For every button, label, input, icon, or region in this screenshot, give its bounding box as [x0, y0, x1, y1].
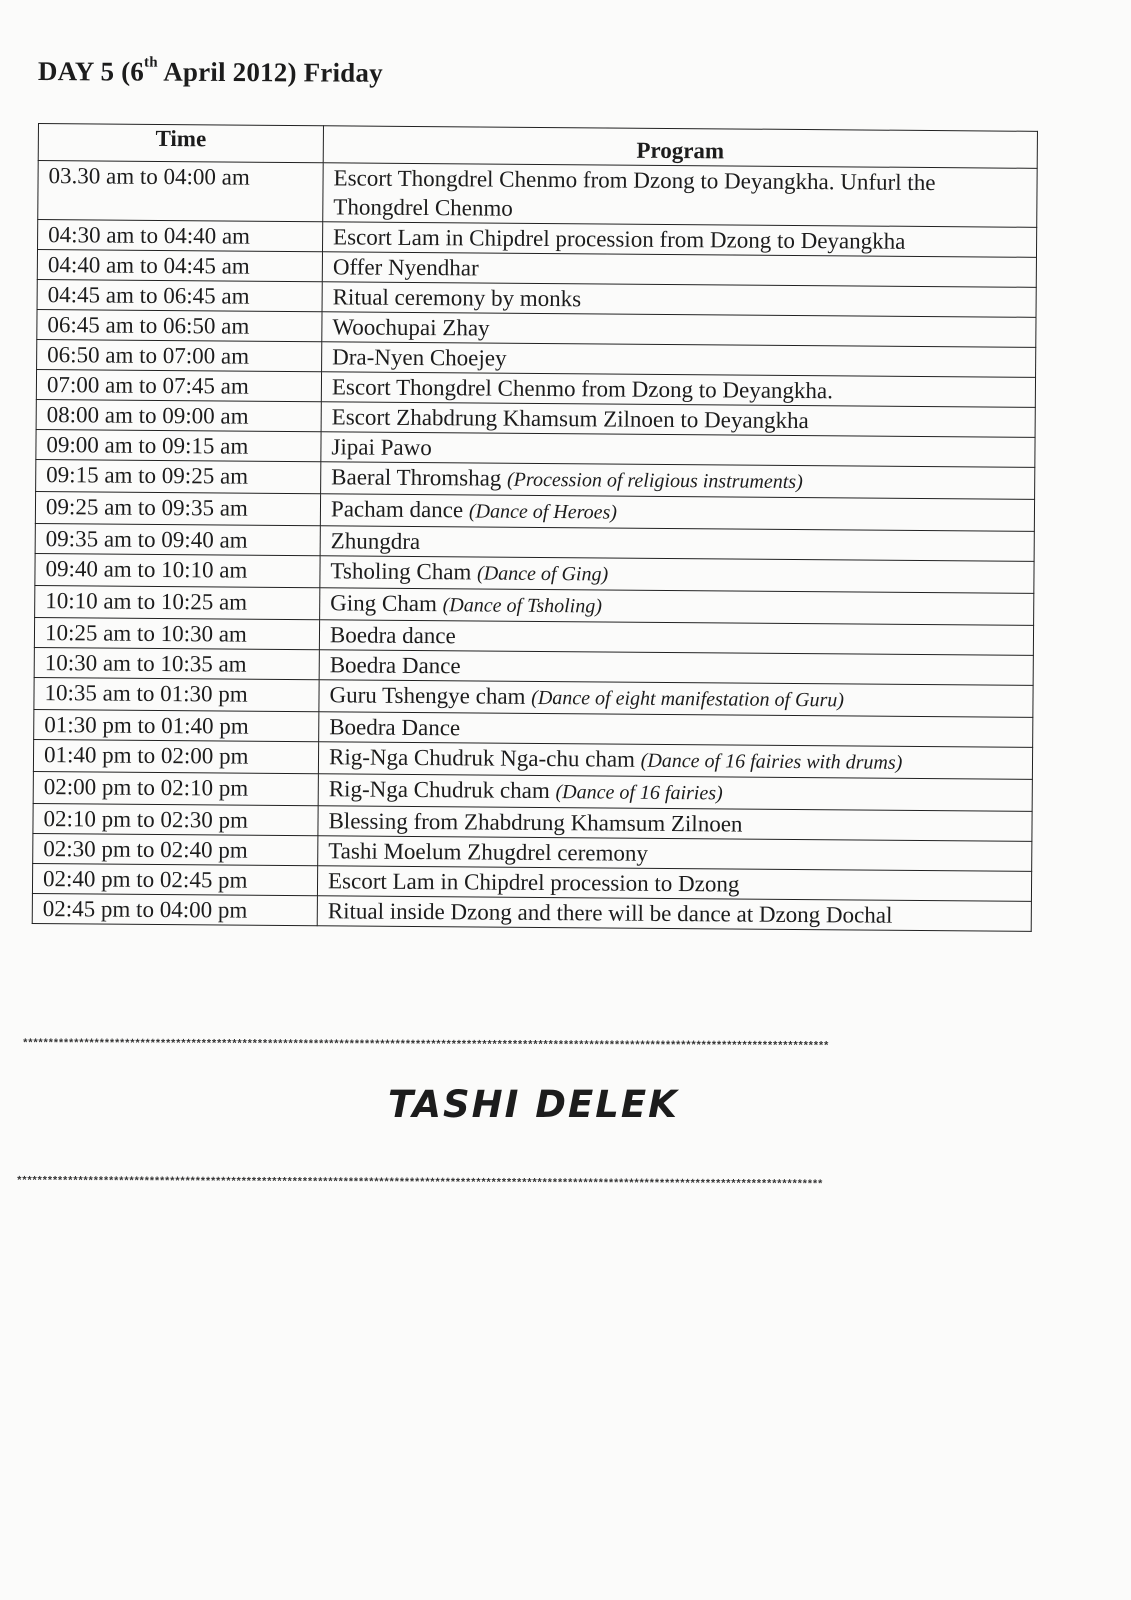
time-cell: 08:00 am to 09:00 am [36, 399, 321, 431]
program-text: Escort Thongdrel Chenmo from Dzong to Deyangkha. [331, 374, 834, 404]
program-cell [319, 712, 1033, 748]
program-cell [318, 836, 1032, 872]
program-description: (Dance of 16 fairies with drums) [640, 749, 903, 774]
program-text: Ging Cham [330, 590, 438, 617]
separator-bottom: ************************************************************************************************************************************************************** [15, 1175, 823, 1192]
program-cell [322, 252, 1036, 288]
time-cell: 04:45 am to 06:45 am [37, 279, 322, 311]
program-cell [320, 556, 1034, 594]
program-text: Escort Lam in Chipdrel procession from Dzong to Deyangkha [333, 224, 906, 254]
program-column-header: Program [323, 126, 1037, 169]
program-cell [320, 588, 1034, 626]
heading-prefix: DAY 5 (6 [37, 56, 145, 87]
heading-superscript: th [144, 54, 158, 71]
program-cell [318, 806, 1032, 842]
program-text: Boedra Dance [329, 652, 461, 679]
program-text: Ritual ceremony by monks [332, 284, 582, 312]
time-cell: 02:00 pm to 02:10 pm [33, 771, 318, 805]
program-text: Escort Thongdrel Chenmo from Dzong to Deyangkha. Unfurl the Thongdrel Chenmo [333, 165, 936, 221]
program-cell [317, 896, 1031, 932]
time-cell: 09:35 am to 09:40 am [35, 523, 320, 555]
closing-greeting: TASHI DELEK [388, 1083, 679, 1126]
time-cell: 02:30 pm to 02:40 pm [33, 833, 318, 865]
time-cell: 04:40 am to 04:45 am [37, 250, 322, 282]
program-cell [318, 742, 1032, 780]
program-cell [320, 494, 1034, 532]
program-text: Dra-Nyen Choejey [332, 344, 507, 371]
program-text: Escort Lam in Chipdrel procession to Dzong [327, 868, 740, 897]
program-cell [322, 222, 1036, 258]
program-text: Rig-Nga Chudruk cham [328, 776, 550, 804]
program-description: (Dance of eight manifestation of Guru) [531, 686, 845, 712]
time-cell: 09:40 am to 10:10 am [35, 553, 320, 587]
program-text: Baeral Thromshag [331, 464, 502, 491]
program-cell [323, 163, 1037, 228]
program-text: Blessing from Zhabdrung Khamsum Zilnoen [328, 808, 743, 837]
time-cell: 07:00 am to 07:45 am [36, 369, 321, 401]
time-cell: 02:10 pm to 02:30 pm [33, 803, 318, 835]
time-cell: 02:45 pm to 04:00 pm [32, 893, 317, 925]
program-text: Jipai Pawo [331, 434, 432, 461]
program-cell [321, 372, 1035, 408]
schedule-body [32, 161, 1037, 932]
program-cell [319, 620, 1033, 656]
time-cell: 09:25 am to 09:35 am [35, 491, 320, 525]
program-text: Escort Zhabdrung Khamsum Zilnoen to Deyangkha [331, 404, 809, 434]
time-column-header: Time [38, 124, 323, 163]
heading-suffix: April 2012) Friday [157, 56, 383, 88]
program-text: Tsholing Cham [330, 558, 472, 585]
page-heading [38, 56, 383, 89]
time-cell: 10:25 am to 10:30 am [34, 617, 319, 649]
program-description: (Dance of Ging) [477, 562, 609, 586]
program-text: Pacham dance [330, 496, 464, 523]
program-text: Rig-Nga Chudruk Nga-chu cham [328, 744, 636, 772]
program-cell [322, 342, 1036, 378]
program-cell [322, 312, 1036, 348]
program-cell [322, 282, 1036, 318]
program-description: (Dance of 16 fairies) [555, 781, 723, 805]
program-description: (Dance of Tsholing) [442, 594, 603, 618]
program-text: Tashi Moelum Zhugdrel ceremony [328, 838, 649, 866]
time-cell: 01:30 pm to 01:40 pm [34, 709, 319, 741]
time-cell: 04:30 am to 04:40 am [38, 220, 323, 252]
time-cell: 09:00 am to 09:15 am [36, 429, 321, 461]
program-text: Boedra dance [329, 622, 456, 649]
time-cell: 10:35 am to 01:30 pm [34, 677, 319, 711]
separator-top: ************************************************************************************************************************************************************** [21, 1038, 829, 1054]
program-cell [319, 650, 1033, 686]
program-text: Guru Tshengye cham [329, 682, 526, 709]
time-cell: 09:15 am to 09:25 am [36, 459, 321, 493]
program-cell [321, 462, 1035, 500]
time-cell: 03.30 am to 04:00 am [38, 161, 323, 222]
program-cell [318, 774, 1032, 812]
table-row [38, 161, 1037, 228]
program-description: (Procession of religious instruments) [506, 468, 803, 494]
program-description: (Dance of Heroes) [468, 500, 618, 524]
time-cell: 02:40 pm to 02:45 pm [32, 863, 317, 895]
program-cell [321, 432, 1035, 468]
program-text: Offer Nyendhar [332, 254, 479, 281]
table-row [32, 893, 1031, 931]
program-text: Boedra Dance [329, 714, 461, 741]
program-text: Ritual inside Dzong and there will be dance at Dzong Dochal [327, 898, 893, 928]
time-cell: 10:30 am to 10:35 am [34, 647, 319, 679]
time-cell: 06:50 am to 07:00 am [37, 339, 322, 371]
time-cell: 10:10 am to 10:25 am [35, 585, 320, 619]
time-cell: 06:45 am to 06:50 am [37, 309, 322, 341]
program-cell [317, 866, 1031, 902]
program-cell [321, 402, 1035, 438]
program-text: Zhungdra [330, 528, 421, 555]
program-text: Woochupai Zhay [332, 314, 490, 341]
time-cell: 01:40 pm to 02:00 pm [33, 739, 318, 773]
schedule-table [32, 123, 1038, 932]
program-cell [319, 680, 1033, 718]
